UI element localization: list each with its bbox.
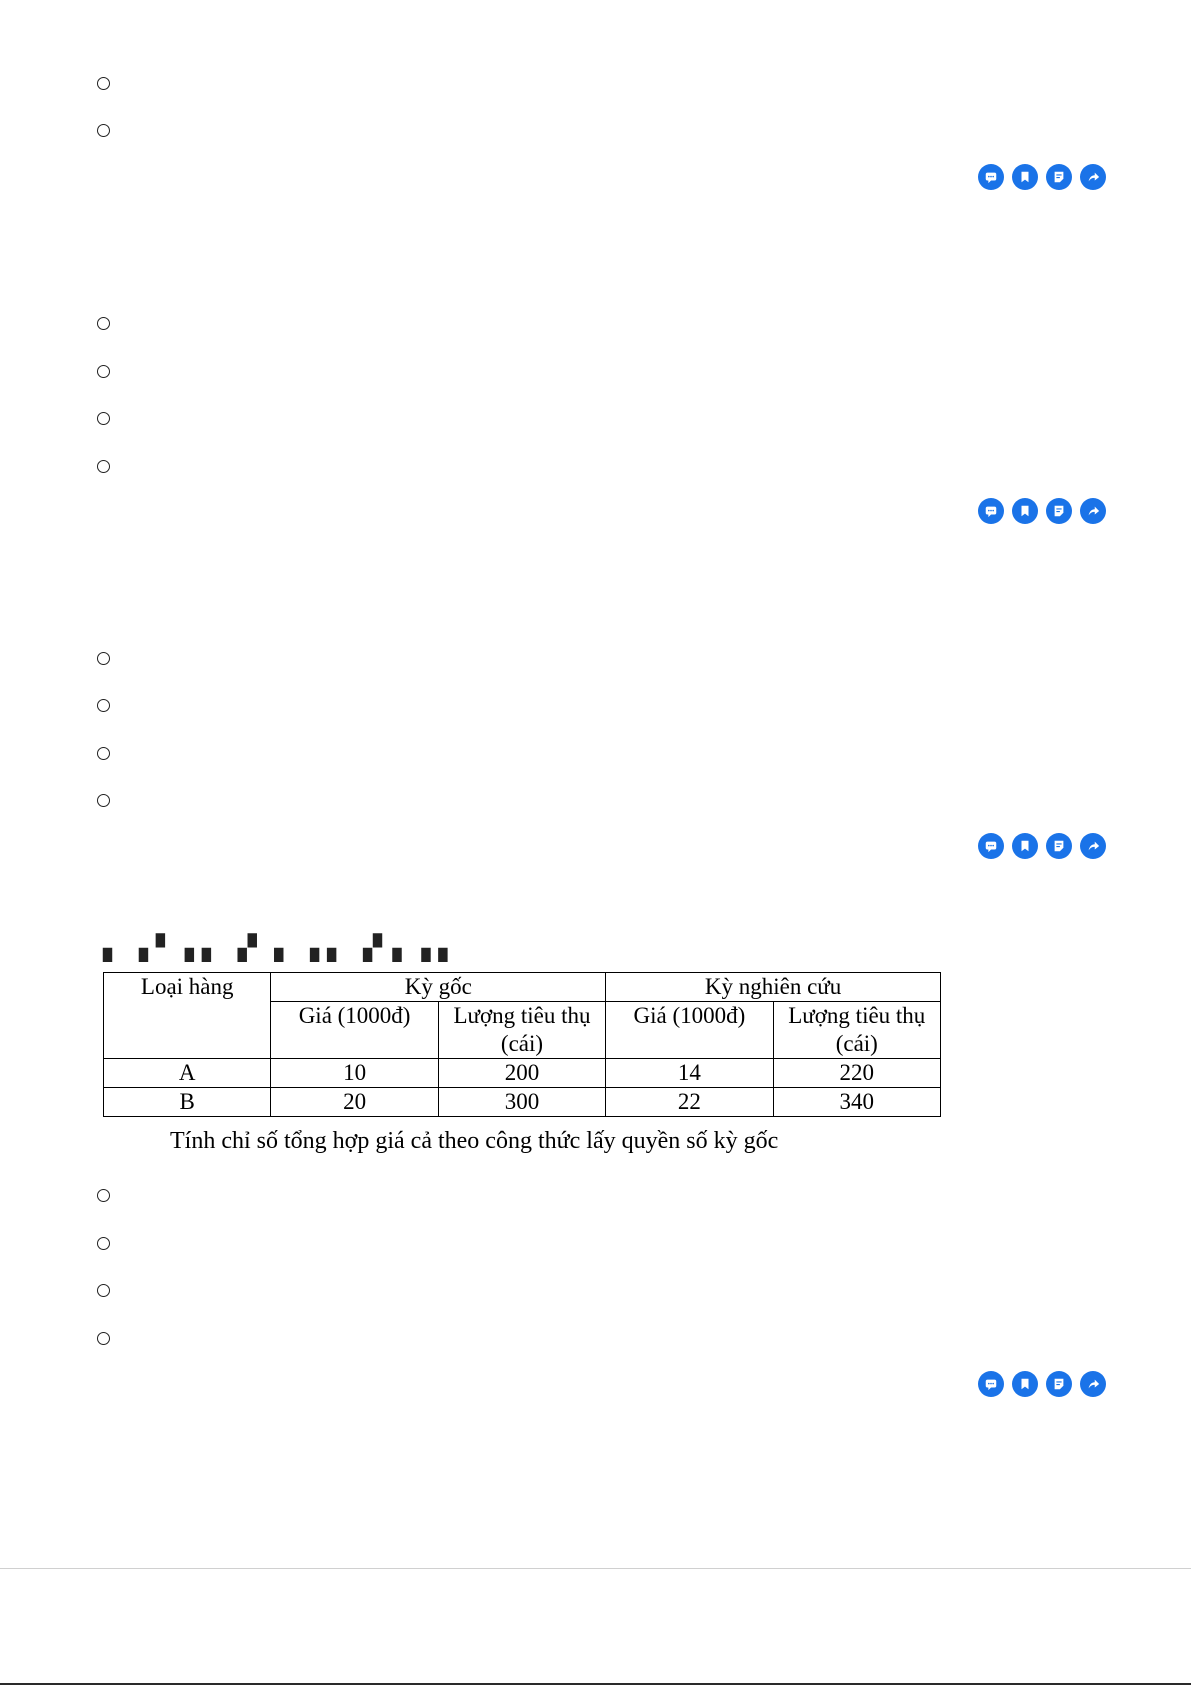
header-cell: Kỳ nghiên cứu [606,973,941,1002]
bookmark-button[interactable] [1012,164,1038,190]
bookmark-button[interactable] [1012,1371,1038,1397]
bookmark-icon [1018,1377,1032,1391]
share-button[interactable] [1080,1371,1106,1397]
cropped-text-line: ▖ ▗ ▘▗ ▖ ▗▘ ▖ ▗ ▖ ▗▘▖▗ ▖ [103,936,458,962]
table-cell: 220 [773,1059,940,1088]
table-row [104,1088,941,1117]
answer-radio[interactable] [97,747,110,760]
note-icon [1052,839,1066,853]
comment-icon [984,170,998,184]
comment-icon [984,504,998,518]
bookmark-icon [1018,170,1032,184]
header-cell: Giá (1000đ) [271,1002,438,1059]
answer-radio[interactable] [97,412,110,425]
footer-divider [0,1568,1191,1569]
answer-radio[interactable] [97,699,110,712]
header-cell: Lượng tiêu thụ (cái) [773,1002,940,1059]
comment-icon [984,839,998,853]
header-cell: Lượng tiêu thụ (cái) [438,1002,605,1059]
table-row [104,1059,941,1088]
table-cell: 200 [438,1059,605,1088]
bookmark-icon [1018,839,1032,853]
note-button[interactable] [1046,1371,1072,1397]
note-button[interactable] [1046,498,1072,524]
bookmark-button[interactable] [1012,498,1038,524]
answer-radio[interactable] [97,1237,110,1250]
table-cell: A [104,1059,271,1088]
answer-radio[interactable] [97,460,110,473]
answer-radio[interactable] [97,1189,110,1202]
comment-button[interactable] [978,833,1004,859]
question-actions [978,833,1106,859]
header-cell: Loại hàng [104,973,271,1059]
share-button[interactable] [1080,498,1106,524]
table-cell: 14 [606,1059,773,1088]
question-actions [978,164,1106,190]
answer-radio[interactable] [97,652,110,665]
table-cell: 300 [438,1088,605,1117]
question-actions [978,1371,1106,1397]
note-icon [1052,170,1066,184]
answer-radio[interactable] [97,794,110,807]
answer-radio[interactable] [97,1332,110,1345]
answer-radio[interactable] [97,365,110,378]
answer-radio[interactable] [97,317,110,330]
share-icon [1086,170,1100,184]
comment-icon [984,1377,998,1391]
table-cell: 10 [271,1059,438,1088]
answer-radio[interactable] [97,124,110,137]
bookmark-icon [1018,504,1032,518]
question-prompt: Tính chỉ số tổng hợp giá cả theo công thức lấy quyền số kỳ gốc [170,1128,779,1154]
comment-button[interactable] [978,1371,1004,1397]
share-icon [1086,1377,1100,1391]
table-cell: 20 [271,1088,438,1117]
note-button[interactable] [1046,164,1072,190]
share-icon [1086,839,1100,853]
comment-button[interactable] [978,164,1004,190]
question-actions [978,498,1106,524]
share-button[interactable] [1080,164,1106,190]
note-icon [1052,1377,1066,1391]
note-icon [1052,504,1066,518]
share-icon [1086,504,1100,518]
share-button[interactable] [1080,833,1106,859]
answer-radio[interactable] [97,77,110,90]
note-button[interactable] [1046,833,1072,859]
bookmark-button[interactable] [1012,833,1038,859]
table-cell: 340 [773,1088,940,1117]
table-cell: B [104,1088,271,1117]
header-cell: Giá (1000đ) [606,1002,773,1059]
data-table [103,972,941,1117]
comment-button[interactable] [978,498,1004,524]
header-cell: Kỳ gốc [271,973,606,1002]
table-cell: 22 [606,1088,773,1117]
answer-radio[interactable] [97,1284,110,1297]
